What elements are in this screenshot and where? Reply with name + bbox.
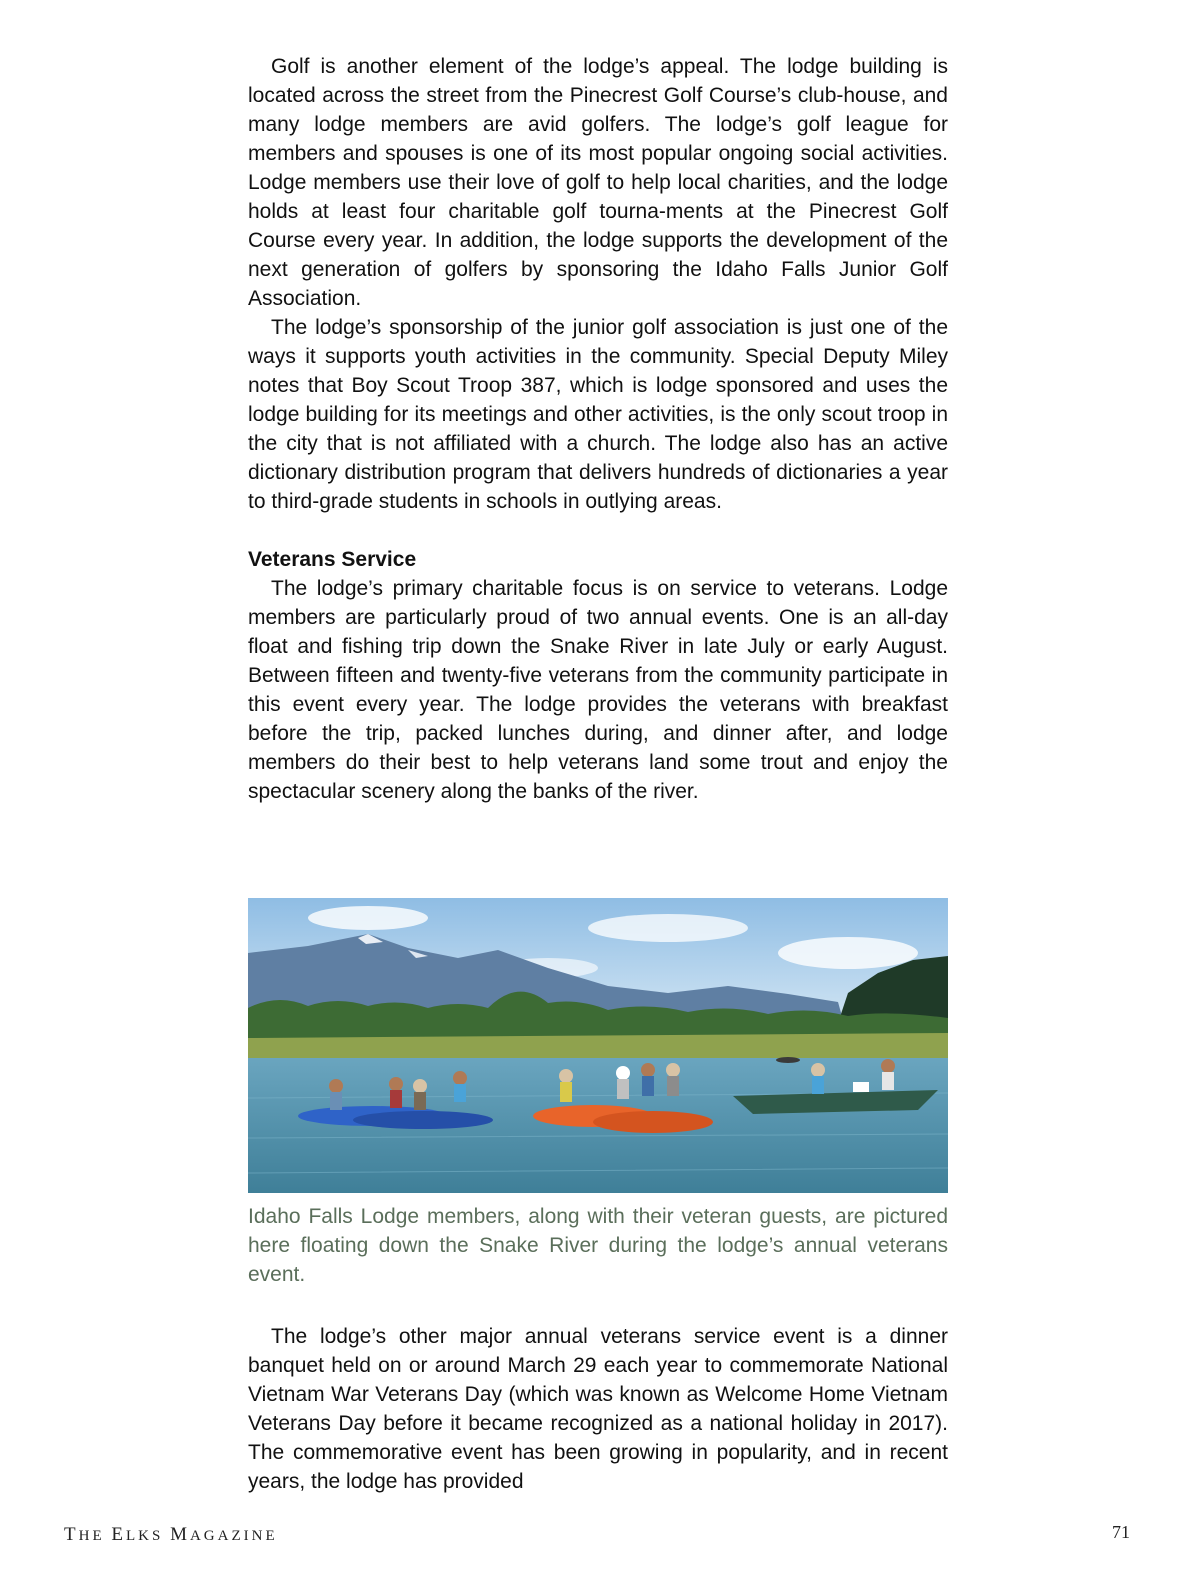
article-body-bottom: [248, 1322, 948, 1496]
paragraph-youth-activities: The lodge’s sponsorship of the junior golf association is just one of the ways it supports youth activities in the community. Special Deputy Miley notes that Boy Scout Troop 387, which is lodge sponsored and uses the lodge building for its meetings and other activities, is the only scout troop in the city that is not affiliated with a church. The lodge also has an active dictionary distribution program that delivers hundreds of dictionaries a year to third-grade students in schools in outlying areas.: [248, 316, 948, 513]
paragraph-veterans-float-trip: The lodge’s primary charitable focus is on service to veterans. Lodge members are particularly proud of two annual events. One is an all-day float and fishing trip down the Snake River in late July or early August. Between fifteen and twenty-five veterans from the community participate in this event every year. The lodge provides the veterans with breakfast before the trip, packed lunches during, and dinner after, and lodge members do their best to help veterans land some trout and enjoy the spectacular scenery along the banks of the river.: [248, 577, 948, 803]
page-number: 71: [1112, 1522, 1130, 1542]
publication-title: THE ELKS MAGAZINE: [64, 1524, 278, 1545]
paragraph-golf: Golf is another element of the lodge’s appeal. The lodge building is located across the street from the Pinecrest Golf Course’s club-house, and many lodge members are avid golfers. The lodge’s golf league for members and spouses is one of its most popular ongoing social activities. Lodge members use their love of golf to help local charities, and the lodge holds at least four charitable golf tourna-ments at the Pinecrest Golf Course every year. In addition, the lodge supports the development of the next generation of golfers by sponsoring the Idaho Falls Junior Golf Association.: [248, 55, 948, 310]
article-body-top: [248, 52, 948, 806]
distant-boat: [776, 1057, 800, 1063]
section-heading-veterans-service: Veterans Service: [248, 548, 417, 571]
paragraph-vietnam-veterans-banquet: The lodge’s other major annual veterans service event is a dinner banquet held on or around March 29 each year to commemorate National Vietnam War Veterans Day (which was known as Welcome Home Vietnam Veterans Day before it became recognized as a national holiday in 2017). The commemorative event has been growing in popularity, and in recent years, the lodge has provided: [248, 1325, 948, 1493]
photo-caption: Idaho Falls Lodge members, along with their veteran guests, are pictured here floating down the Snake River during the lodge’s annual veterans event.: [248, 1205, 948, 1286]
photo-snake-river-float: [248, 898, 948, 1193]
